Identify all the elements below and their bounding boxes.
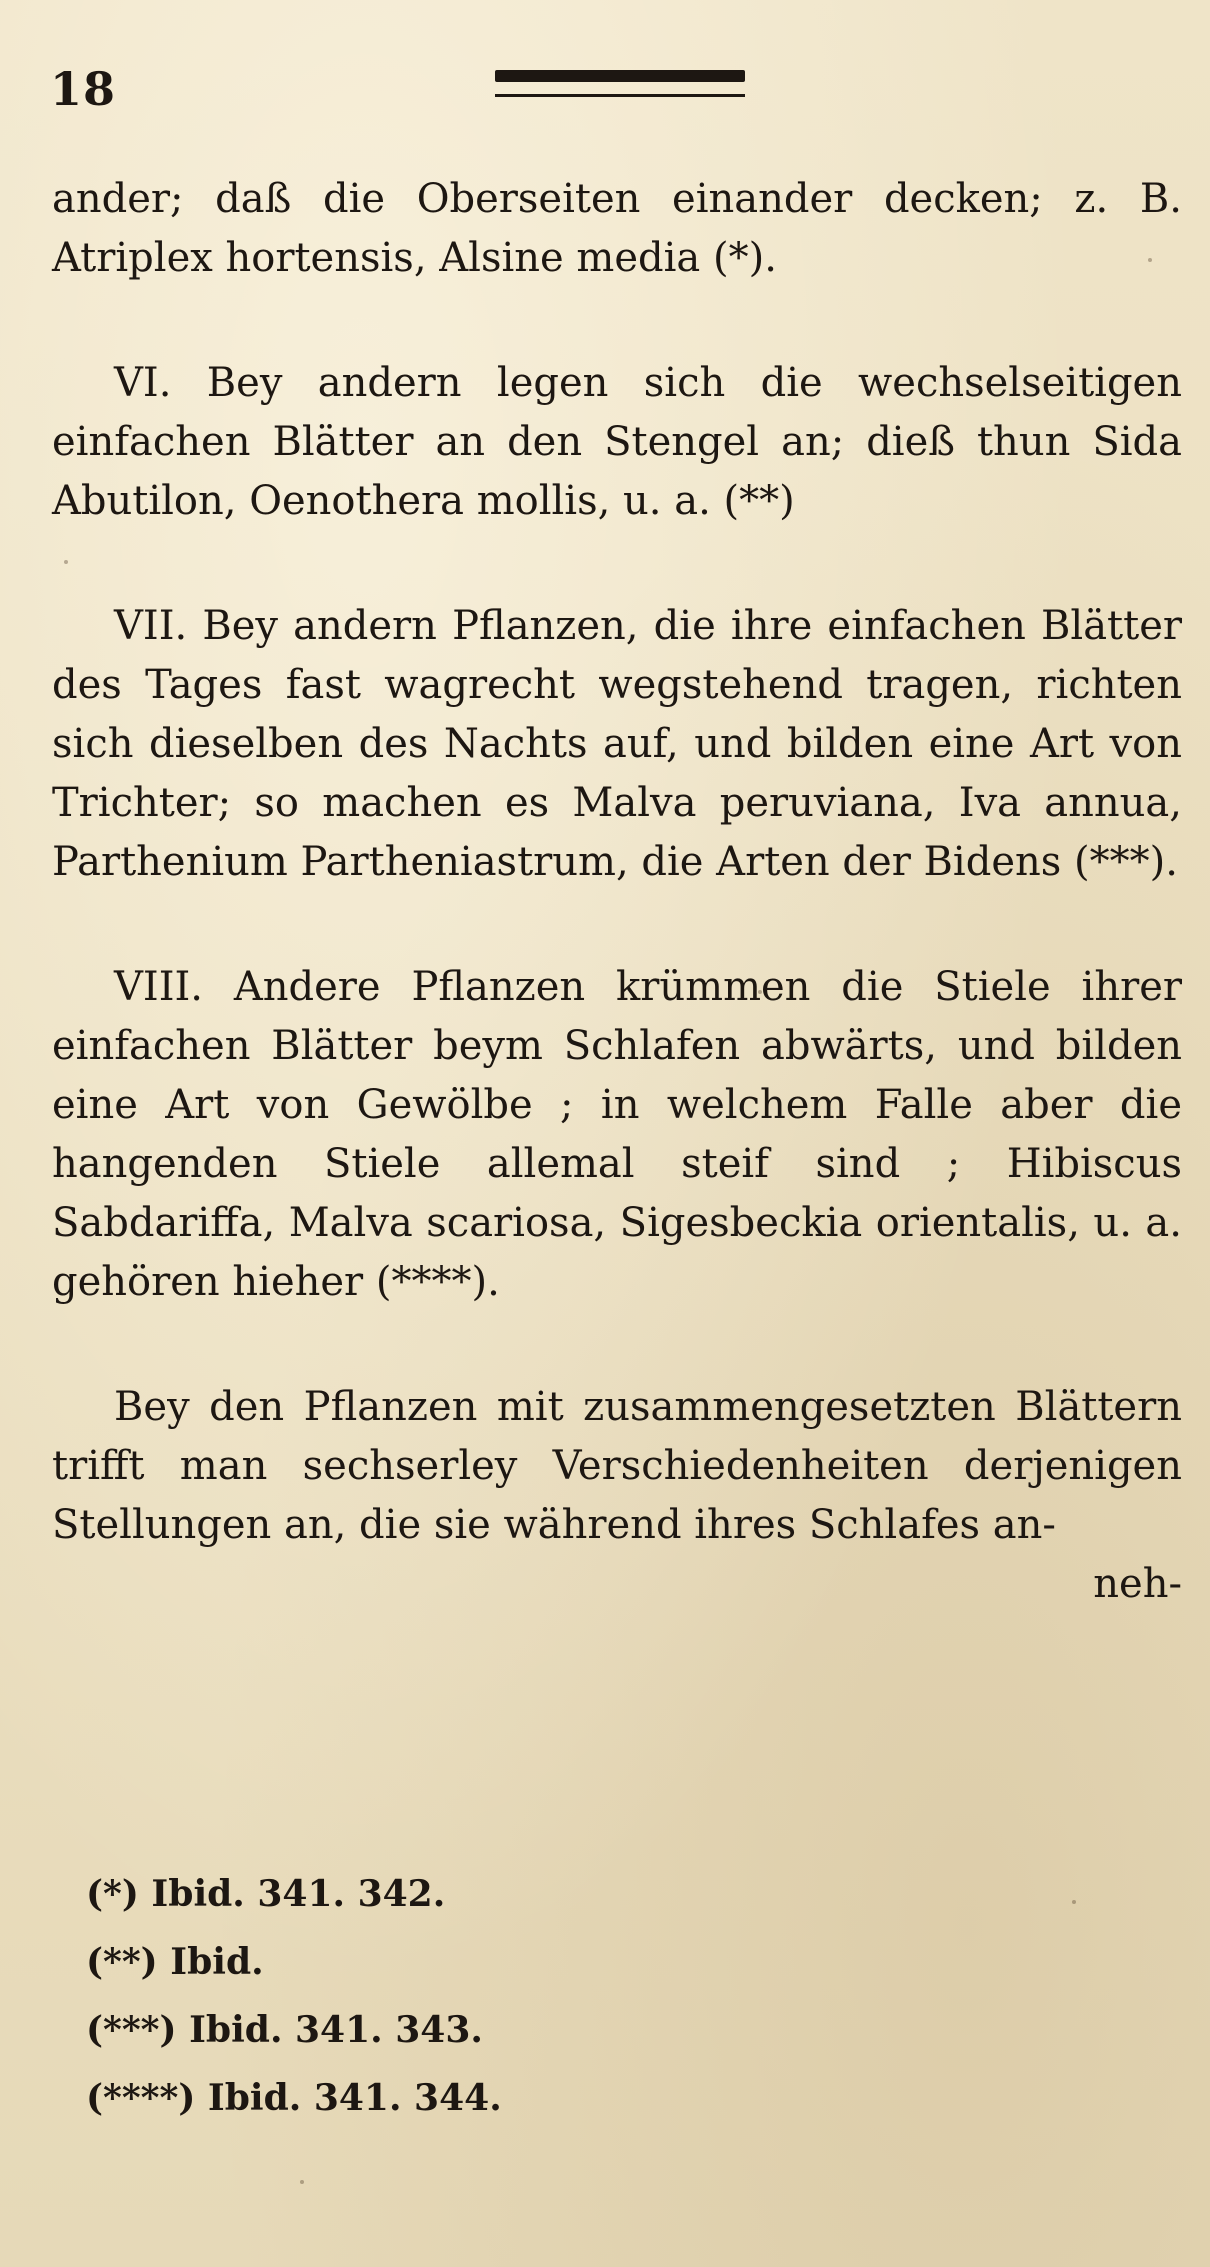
footnotes (86, 1860, 986, 2132)
paper-speck (64, 560, 68, 564)
paper-speck (300, 2180, 304, 2184)
paragraph-gap (52, 531, 1182, 597)
page-number: 18 (50, 62, 117, 116)
paragraph-vii: VII. Bey andern Pflanzen, die ihre einfachen Blätter des Tages fast wagrecht wegstehend tragen, richten sich dieselben des Nachts auf, und bilden eine Art von Trichter; so machen es Malva peruviana, Iva annua, Parthenium Partheniastrum, die Arten der Bidens (***). (52, 603, 1182, 885)
footnote: (***) Ibid. 341. 343. (86, 2009, 483, 2051)
footnote: (****) Ibid. 341. 344. (86, 2077, 502, 2119)
paragraph-compound-leaves: Bey den Pflanzen mit zusammengesetzten Blättern trifft man sechserley Verschiedenheiten derjenigen Stellungen an, die sie während ihres Schlafes an- (52, 1384, 1182, 1548)
footnote: (*) Ibid. 341. 342. (86, 1873, 446, 1915)
paragraph-vi: VI. Bey andern legen sich die wechselseitigen einfachen Blätter an den Stengel an; dieß thun Sida Abutilon, Oenothera mollis, u. a. (**) (52, 360, 1182, 524)
paper-speck (1072, 1900, 1076, 1904)
paper-speck (758, 990, 762, 994)
header-rule (495, 70, 745, 104)
paragraph-viii: VIII. Andere Pflanzen krümmen die Stiele ihrer einfachen Blätter beym Schlafen abwärts, und bilden eine Art von Gewölbe ; in welchem Falle aber die hangenden Stiele allemal steif sind ; Hibiscus Sabdariffa, Malva scariosa, Sigesbeckia orientalis, u. a. gehören hieher (****). (52, 964, 1182, 1305)
header-rule-thin (495, 94, 745, 97)
paragraph-gap (52, 1312, 1182, 1378)
paragraph-gap (52, 288, 1182, 354)
header-rule-thick (495, 70, 745, 82)
paper-speck (1148, 258, 1152, 262)
footnote: (**) Ibid. (86, 1941, 264, 1983)
catchword: neh- (1093, 1561, 1182, 1607)
paragraph-continuation: ander; daß die Oberseiten einander decken; z. B. Atriplex hortensis, Alsine media (*). (52, 176, 1182, 281)
paragraph-gap (52, 892, 1182, 958)
body-text (52, 170, 1182, 1614)
